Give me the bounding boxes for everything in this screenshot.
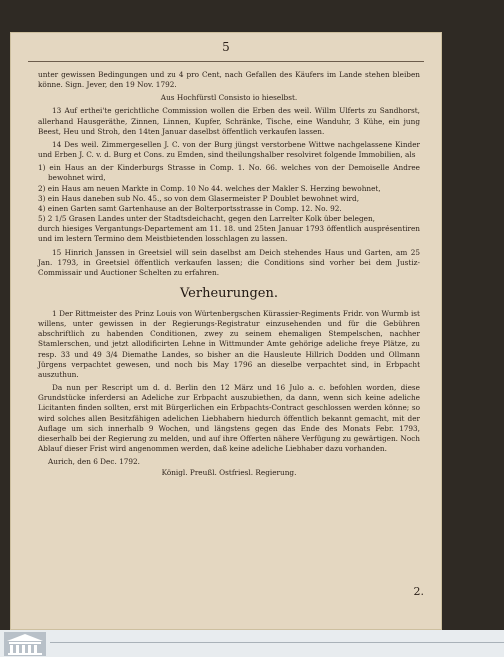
list-item: 1) ein Haus an der Kinderburgs Strasse in Comp. 1. No. 66. welches von der Demoiselle Andree bewohnet wird, [38,163,420,183]
paragraph-14: 14 Des weil. Zimmergesellen J. C. von der Burg jüngst verstorbene Wittwe nachgelassene Kinder und Erben J. C. v. d. Burg et Cons. zu Emden, sind theilungshalber resolviret folgende Immobilien, als [38,139,420,160]
date-line: Aurich, den 6 Dec. 1792. [48,457,140,467]
page-number: 5 [222,40,230,54]
list-item: 3) ein Haus daneben sub No. 45., so von dem Glasermeister P Doublet bewohnet wird, [38,193,360,203]
signature-mark: 2. [413,585,424,598]
header-rule [28,61,424,62]
paragraph-intro: unter gewissen Bedingungen und zu 4 pro Cent, nach Gefallen des Käufers im Lande stehen bleiben könne. Sign. Jever, den 19 Nov. 1792. [38,70,420,90]
signature-line: Königl. Preußl. Ostfriesl. Regierung. [161,468,297,478]
paragraph-13: 13 Auf erthei'te gerichtliche Commission wollen die Erben des weil. Willm Ulferts zu Sandhorst, allerhand Hausgeräthe, Zinnen, Linnen, Kupfer, Schränke, Tische, eine Wanduhr, 3 Kühe, ein jung Beest, Heu und Stroh, den 14ten Januar daselbst öffentlich verkaufen lassen. [38,106,420,136]
list-item: 2) ein Haus am neuen Markte in Comp. 10 No 44. welches der Makler S. Herzing bewohnet, [38,183,381,193]
scanned-page [10,32,442,630]
paragraph-2: Da nun per Rescript um d. d. Berlin den 12 März und 16 Julo a. c. befohlen worden, diese Grundstücke inferdersi an Adeliche zur Erbpacht auszubiethen, da dann, wenn sich keine adeliche Licitanten finden sollten, erst mit Bürgerlichen ein Erbpachts-Contract geschlossen werden könne; so wird solches allen Besitzfähigen adelichen Liebhabern hiedurch öffentlich bekannt gemacht, mit der Auflage um sich innerhalb 9 Wochen, und längstens gegen das Ende des Monats Febr. 1793, dieserhalb bei der Regierung zu melden, und auf ihre Offerten nähere Verfügung zu gewärtigen. Noch Ablauf dieser Frist wird angenommen werden, daß keine adeliche Liebhaber dazu vorhanden. [38,383,420,453]
footer-strip [0,630,504,657]
paragraph-15: 15 Hinrich Janssen in Greetsiel will sein daselbst am Deich stehendes Haus und Garten, am 25 Jan. 1793, in Greetsiel öffentlich verkaufen lassen; die Conditions sind vorher bei dem Justiz-Commissair und Auctioner Schelten zu erfahren. [38,247,420,277]
footer-divider [50,642,504,643]
list-item: 5) 2 1/5 Grasen Landes unter der Stadtsdeichacht, gegen den Larrelter Kolk über belegen, [38,214,375,224]
consistorium-line: Aus Hochfürstl Consisto io hieselbst. [160,93,298,103]
immobilien-list [38,163,420,224]
page-content [38,70,420,478]
section-heading: Verheurungen. [179,285,279,301]
list-item: 4) einen Garten samt Gartenhause an der Bolterportsstrasse in Comp. 12. No. 92. [38,203,342,213]
library-building-icon [4,632,46,656]
paragraph-after-list: durch hiesiges Vergantungs-Departement am 11. 18. und 25ten Januar 1793 öffentlich ausprésentiren und im lestern Termino dem Meistbietenden losschlagen zu lassen. [38,224,420,244]
paragraph-1: 1 Der Rittmeister des Prinz Louis von Würtenbergschen Kürassier-Regiments Fridr. von Wurmb ist willens, unter gewissen in der Regierungs-Registratur einzusehenden und für die Gebühren abschriftlich zu habenden Conditionen, zwey zu seinem ehemaligen Stempelschen, nachher Stamlerschen, und jetzt allodificirten Lehne in Wittmunder Amte gehörige adeliche freye Plätze, zu resp. 33 und 49 3/4 Diemathe Landes, so bisher an die Hausleute Hillrich Dodden und Ollmann Jürgens verpachtet gewesen, und noch bis May 1796 an dieselbe verpachtet sind, in Erbpacht auszuthun. [38,308,420,379]
